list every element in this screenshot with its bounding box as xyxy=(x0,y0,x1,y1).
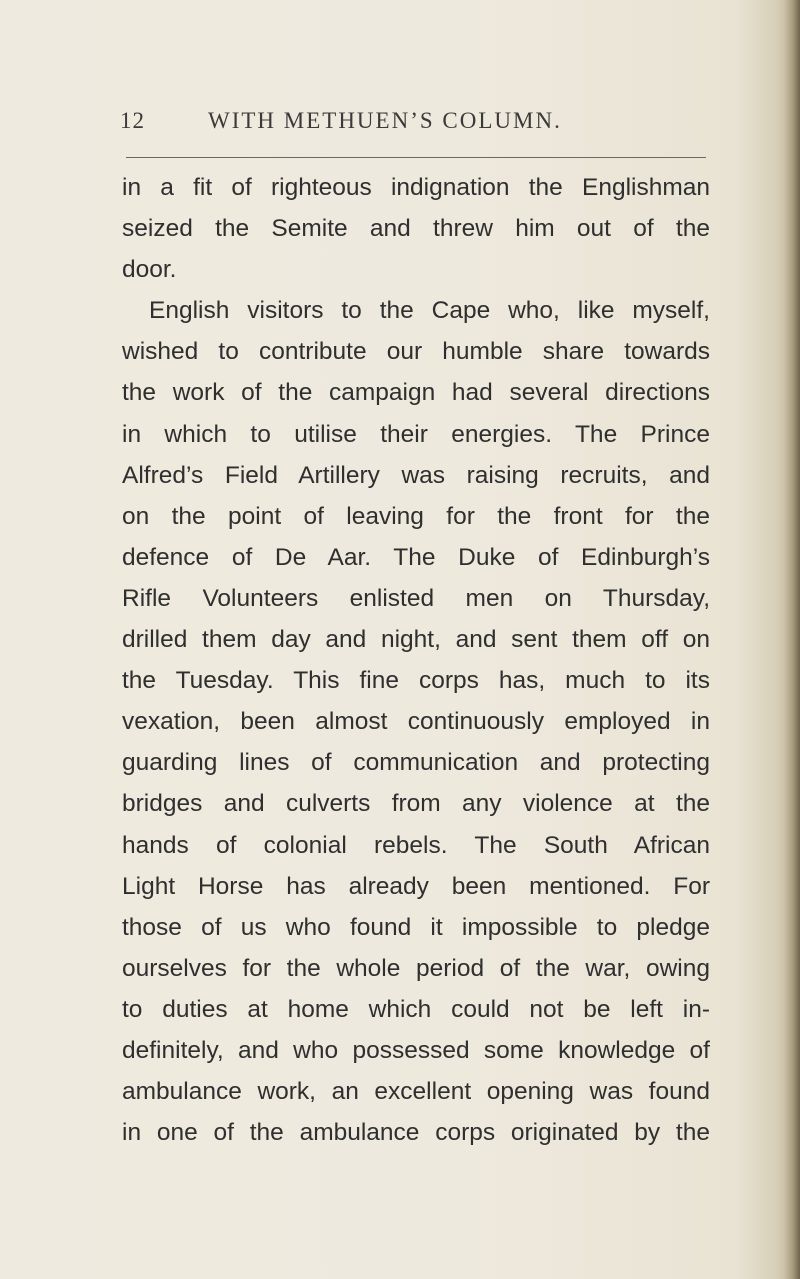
page-number: 12 xyxy=(120,108,145,133)
text-line: on the point of leaving for the front for the xyxy=(122,502,710,530)
text-line: ourselves for the whole period of the war, owing xyxy=(122,954,710,982)
text-line: wished to contribute our humble share towards xyxy=(122,338,710,366)
body-text xyxy=(122,167,710,1153)
text-line: ambulance work, an excellent opening was found xyxy=(122,1078,710,1106)
page-edge-shadow xyxy=(784,0,800,1279)
text-line: Light Horse has already been mentioned. For xyxy=(122,872,710,900)
running-head xyxy=(120,108,710,140)
text-line: definitely, and who possessed some knowledge of xyxy=(122,1036,710,1064)
text-line: vexation, been almost continuously employed in xyxy=(122,708,710,736)
text-line: drilled them day and night, and sent them off on xyxy=(122,626,710,654)
text-line: bridges and culverts from any violence at the xyxy=(122,790,710,818)
text-line: hands of colonial rebels. The South African xyxy=(122,831,710,859)
text-line: the Tuesday. This fine corps has, much to its xyxy=(122,667,710,695)
text-line: Rifle Volunteers enlisted men on Thursday, xyxy=(122,584,710,612)
text-line: those of us who found it impossible to pledge xyxy=(122,913,710,941)
text-line: to duties at home which could not be left in- xyxy=(122,995,710,1023)
text-line: in which to utilise their energies. The Prince xyxy=(122,420,710,448)
text-line: seized the Semite and threw him out of the xyxy=(122,215,710,243)
text-line: guarding lines of communication and protecting xyxy=(122,749,710,777)
text-line: defence of De Aar. The Duke of Edinburgh’s xyxy=(122,543,710,571)
text-line: in a fit of righteous indignation the Englishman xyxy=(122,174,710,201)
text-line: Alfred’s Field Artillery was raising recruits, and xyxy=(122,461,710,489)
header-rule xyxy=(126,157,706,158)
text-line: door. xyxy=(122,256,177,284)
text-line: the work of the campaign had several directions xyxy=(122,379,710,407)
text-line: in one of the ambulance corps originated by the xyxy=(122,1119,710,1147)
running-title: WITH METHUEN’S COLUMN. xyxy=(208,108,562,133)
text-line: English visitors to the Cape who, like myself, xyxy=(149,297,710,325)
